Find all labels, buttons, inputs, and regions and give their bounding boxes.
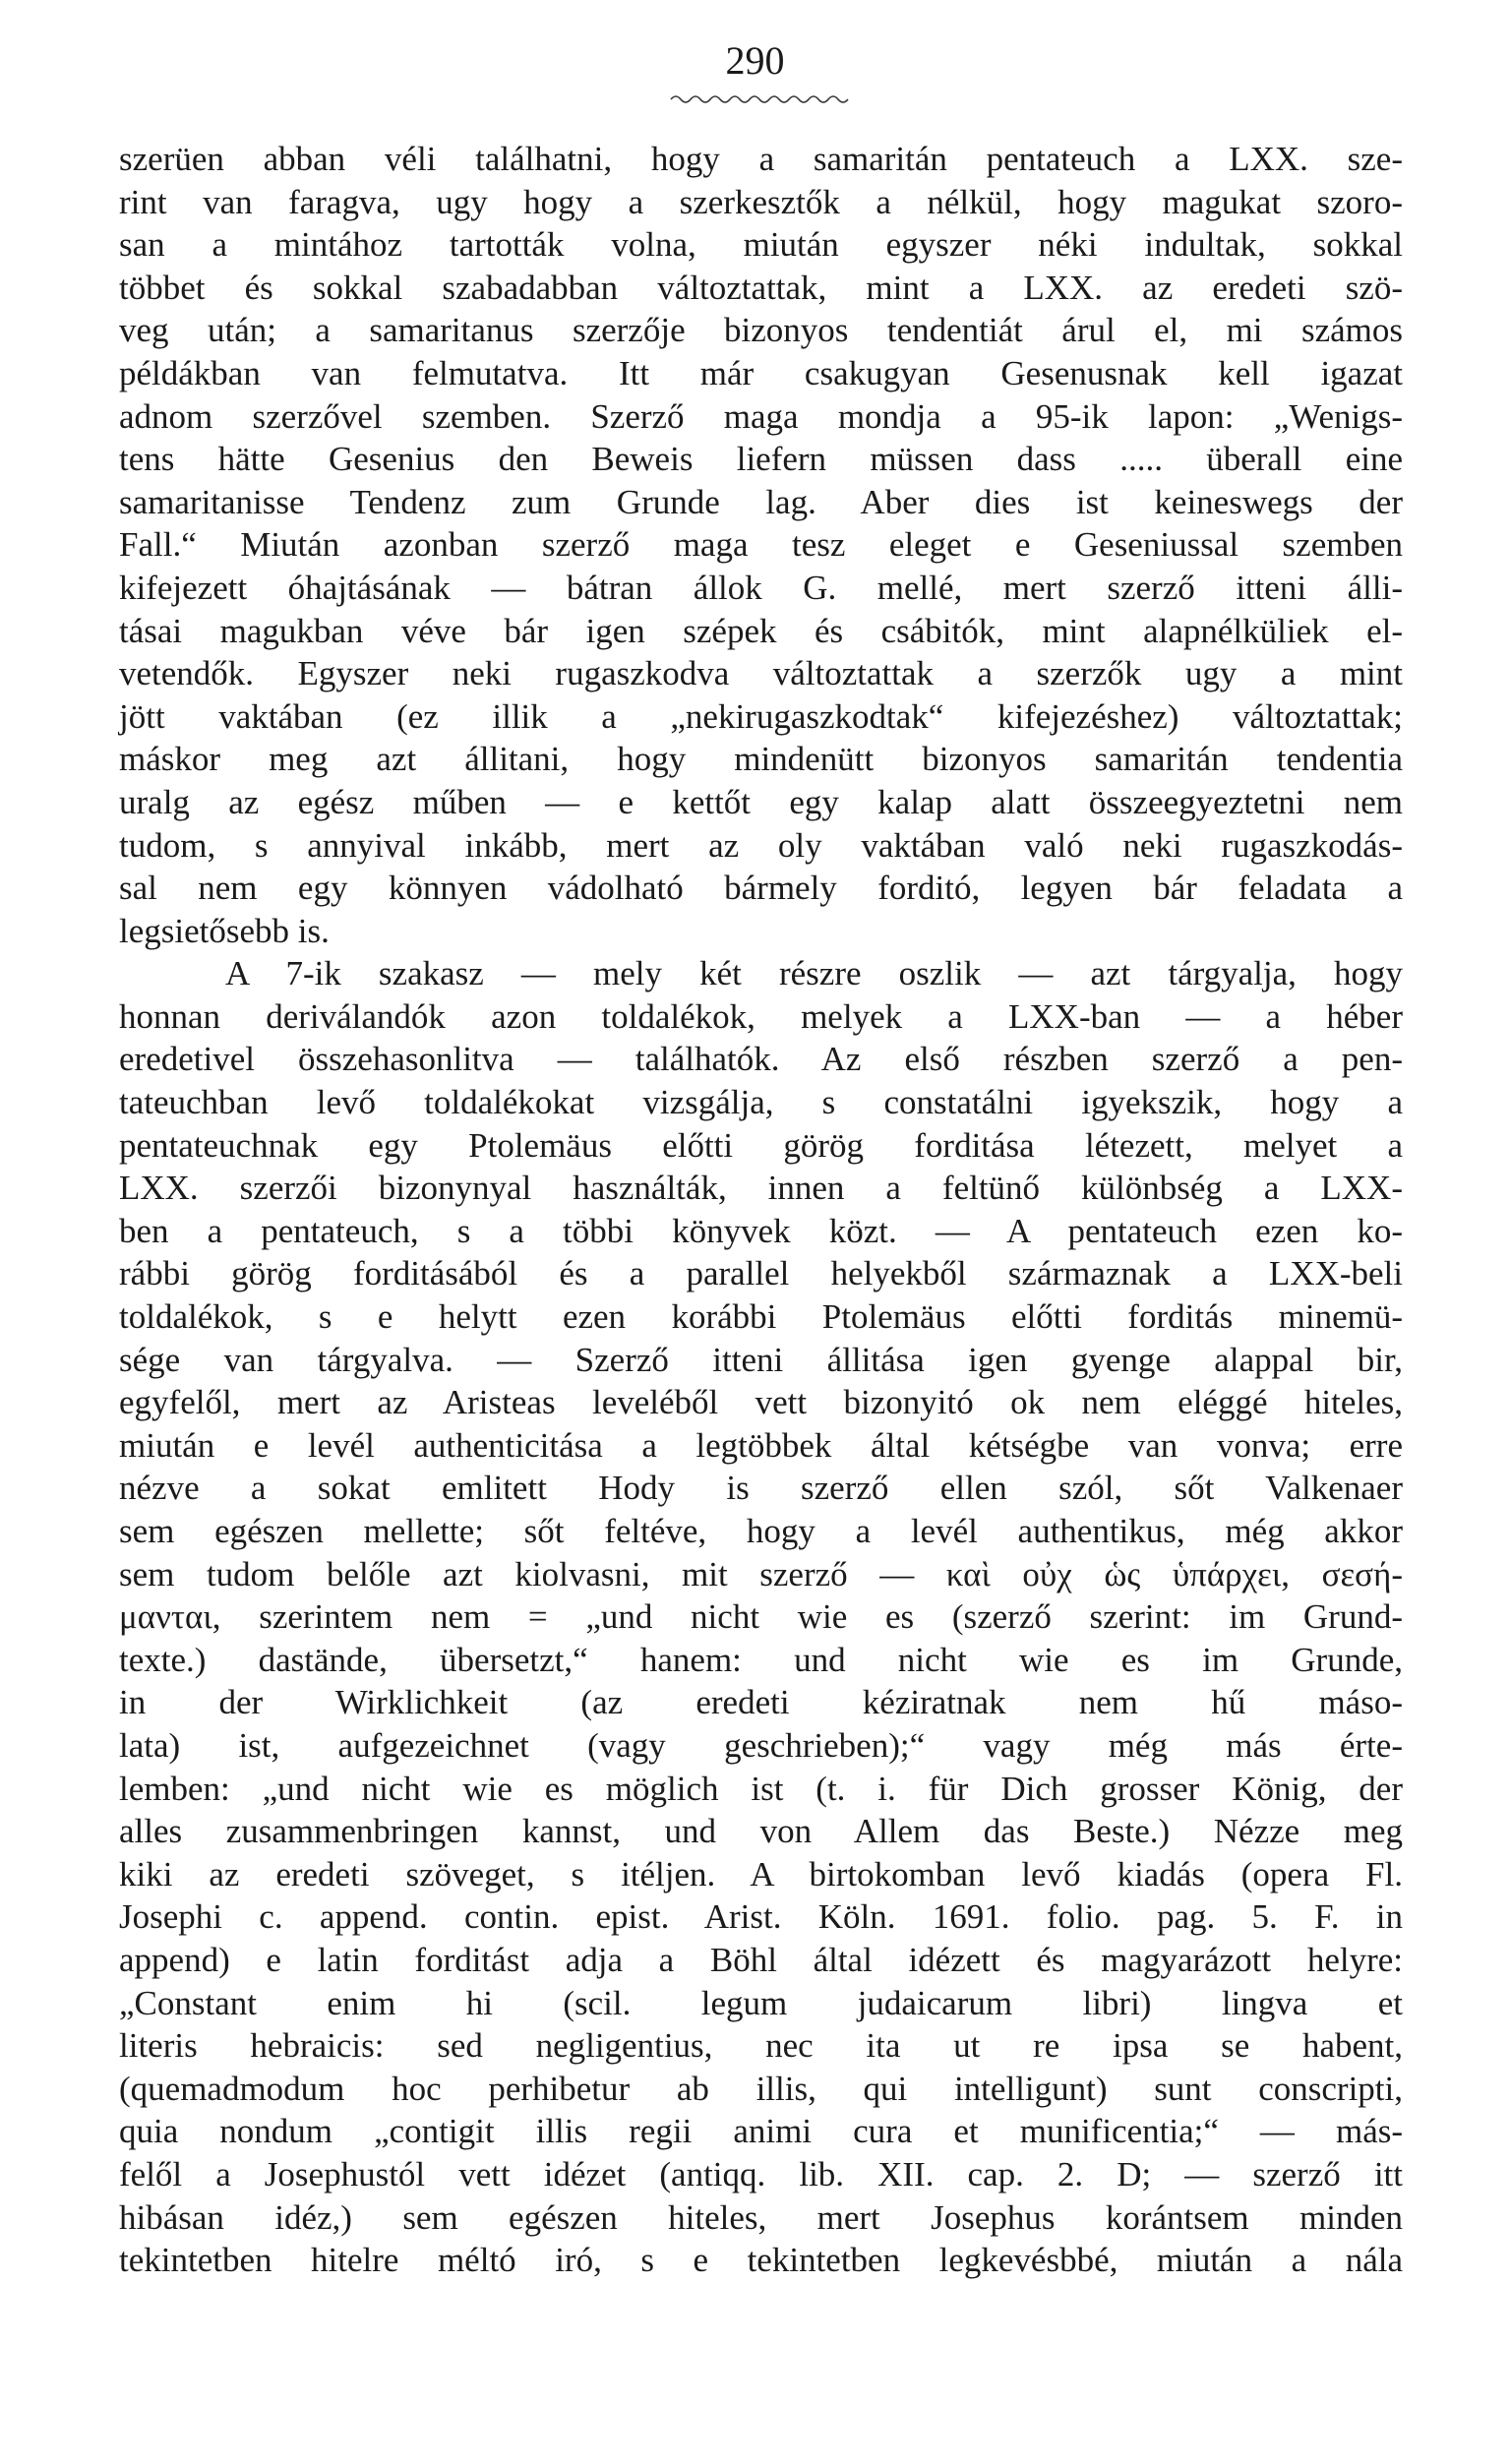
text-line: egyfelől, mert az Aristeas leveléből vett bizonyitó ok nem eléggé hiteles, xyxy=(119,1383,1403,1422)
text-line: Josephi c. append. contin. epist. Arist. Köln. 1691. folio. pag. 5. F. in xyxy=(119,1897,1403,1937)
text-line: ben a pentateuch, s a többi könyvek közt. — A pentateuch ezen ko- xyxy=(119,1211,1403,1250)
text-line: adnom szerzővel szemben. Szerző maga mondja a 95-ik lapon: „Wenigs- xyxy=(119,396,1403,436)
text-line: (quemadmodum hoc perhibetur ab illis, qui intelligunt) sunt conscripti, xyxy=(119,2069,1403,2108)
text-line: A 7-ik szakasz — mely két részre oszlik — azt tárgyalja, hogy xyxy=(225,954,1403,993)
text-line: tásai magukban véve bár igen szépek és csábitók, mint alapnélküliek el- xyxy=(119,611,1403,650)
text-line: lemben: „und nicht wie es möglich ist (t. i. für Dich grosser König, der xyxy=(119,1769,1403,1808)
text-line: lata) ist, aufgezeichnet (vagy geschrieben);“ vagy még más érte- xyxy=(119,1725,1403,1765)
text-line: alles zusammenbringen kannst, und von Allem das Beste.) Nézze meg xyxy=(119,1812,1403,1851)
text-line: példákban van felmutatva. Itt már csakugyan Gesenusnak kell igazat xyxy=(119,353,1403,392)
text-line: kiki az eredeti szöveget, s itéljen. A birtokomban levő kiadás (opera Fl. xyxy=(119,1854,1403,1893)
text-line: μανται, szerintem nem = „und nicht wie es (szerző szerint: im Grund- xyxy=(119,1597,1403,1637)
text-line: literis hebraicis: sed negligentius, nec ita ut re ipsa se habent, xyxy=(119,2026,1403,2066)
text-line: quia nondum „contigit illis regii animi cura et munificentia;“ — más- xyxy=(119,2112,1403,2151)
text-line: toldalékok, s e helytt ezen korábbi Ptolemäus előtti forditás minemü- xyxy=(119,1297,1403,1337)
text-line: felől a Josephustól vett idézet (antiqq. lib. XII. cap. 2. D; — szerző itt xyxy=(119,2154,1403,2194)
text-line: tens hätte Gesenius den Beweis liefern müssen dass ..... überall eine xyxy=(119,440,1403,479)
text-line: vetendők. Egyszer neki rugaszkodva változtattak a szerzők ugy a mint xyxy=(119,654,1403,693)
text-line: többet és sokkal szabadabban változtattak, mint a LXX. az eredeti szö- xyxy=(119,268,1403,307)
text-line: tekintetben hitelre méltó iró, s e tekintetben legkevésbbé, miután a nála xyxy=(119,2241,1403,2280)
text-line: uralg az egész műben — e kettőt egy kalap alatt összeegyeztetni nem xyxy=(119,782,1403,821)
text-line: tateuchban levő toldalékokat vizsgálja, s constatálni igyekszik, hogy a xyxy=(119,1083,1403,1122)
text-line: legsietősebb is. xyxy=(119,911,330,950)
text-line: samaritanisse Tendenz zum Grunde lag. Aber dies ist keineswegs der xyxy=(119,482,1403,521)
text-line: kifejezett óhajtásának — bátran állok G. mellé, mert szerző itteni álli- xyxy=(119,568,1403,607)
text-line: sége van tárgyalva. — Szerző itteni állitása igen gyenge alappal bir, xyxy=(119,1340,1403,1379)
text-line: rábbi görög forditásából és a parallel helyekből származnak a LXX-beli xyxy=(119,1254,1403,1293)
text-line: LXX. szerzői bizonynyal használták, innen a feltünő különbség a LXX- xyxy=(119,1169,1403,1208)
wavy-rule-ornament xyxy=(669,92,856,106)
text-line: hibásan idéz,) sem egészen hiteles, mert Josephus korántsem minden xyxy=(119,2197,1403,2237)
body-text xyxy=(119,138,1403,2282)
text-line: sem tudom belőle azt kiolvasni, mit szerző — καὶ οὐχ ὡς ὑπάρχει, σεσή- xyxy=(119,1554,1403,1593)
text-line: sal nem egy könnyen vádolható bármely forditó, legyen bár feladata a xyxy=(119,869,1403,908)
text-line: in der Wirklichkeit (az eredeti kéziratnak nem hű máso- xyxy=(119,1683,1403,1722)
page-number: 290 xyxy=(725,38,785,83)
text-line: sem egészen mellette; sőt feltéve, hogy a levél authentikus, még akkor xyxy=(119,1512,1403,1550)
text-line: jött vaktában (ez illik a „nekirugaszkodtak“ kifejezéshez) változtattak; xyxy=(119,696,1403,736)
text-line: eredetivel összehasonlitva — találhatók. Az első részben szerző a pen- xyxy=(119,1040,1403,1079)
text-line: Fall.“ Miután azonban szerző maga tesz eleget e Geseniussal szemben xyxy=(119,525,1403,565)
text-line: rint van faragva, ugy hogy a szerkesztők a nélkül, hogy magukat szoro- xyxy=(119,182,1403,221)
text-line: szerüen abban véli találhatni, hogy a samaritán pentateuch a LXX. sze- xyxy=(119,140,1403,178)
text-line: máskor meg azt állitani, hogy mindenütt bizonyos samaritán tendentia xyxy=(119,740,1403,779)
text-line: „Constant enim hi (scil. legum judaicarum libri) lingva et xyxy=(119,1983,1403,2022)
text-line: san a mintához tartották volna, miután egyszer néki indultak, sokkal xyxy=(119,225,1403,265)
text-line: texte.) dastände, übersetzt,“ hanem: und nicht wie es im Grunde, xyxy=(119,1640,1403,1679)
text-line: honnan deriválandók azon toldalékok, melyek a LXX-ban — a héber xyxy=(119,996,1403,1036)
text-line: append) e latin forditást adja a Böhl által idézett és magyarázott helyre: xyxy=(119,1940,1403,1979)
text-line: veg után; a samaritanus szerzője bizonyos tendentiát árul el, mi számos xyxy=(119,311,1403,350)
text-line: miután e levél authenticitása a legtöbbek által kétségbe van vonva; erre xyxy=(119,1425,1403,1465)
text-line: nézve a sokat emlitett Hody is szerző ellen szól, sőt Valkenaer xyxy=(119,1469,1403,1508)
text-line: pentateuchnak egy Ptolemäus előtti görög forditása létezett, melyet a xyxy=(119,1125,1403,1165)
text-line: tudom, s annyival inkább, mert az oly vaktában való neki rugaszkodás- xyxy=(119,825,1403,865)
